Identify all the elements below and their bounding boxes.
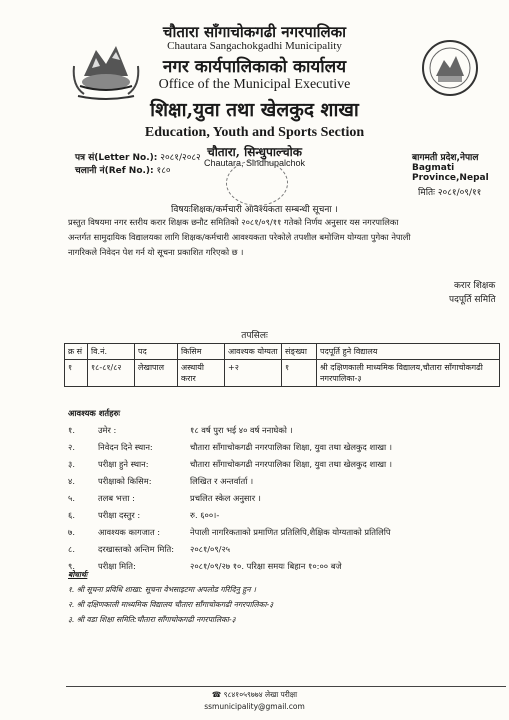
notice-body: प्रस्तुत विषयमा नगर स्तरीय करार शिक्षक छनौट समितिको २०८१/०९/११ गतेको निर्णय अनुसार यस नगरपालिका अन्तर्गत सामुदायिक विद्यालयका लागि शिक्षक/कर्मचारी आवश्यकता परेकोले तपशील बमोजिम योग्यता पुगेका नेपाली नागरिकले निवेदन पेश गर्न यो सूचना प्रकाशित गरिएको छ । (68, 217, 411, 257)
col-qualification: आवश्यक योग्यता (225, 344, 282, 360)
office-stamp (226, 160, 288, 206)
cell-type: अस्थायी करार (178, 360, 225, 387)
table-header-row (65, 344, 500, 360)
footer-email: ssmunicipality@gmail.com (204, 702, 305, 711)
condition-value: रु. ६००।- (190, 510, 220, 520)
condition-item: ५. (68, 493, 75, 503)
condition-value: प्रचलित स्केल अनुसार । (190, 493, 261, 503)
condition-item: १. (68, 425, 75, 435)
condition-item: ८. (68, 544, 75, 554)
place-english: Chautara, Sindhupalchok (203, 158, 306, 168)
section-name-nepali: शिक्षा,युवा तथा खेलकुद शाखा (150, 99, 359, 121)
letter-number: पत्र सं(Letter No.): २०८१/२०८२ (75, 153, 201, 163)
condition-label: तलब भत्ता : (98, 493, 135, 503)
condition-value: चौतारा साँगाचोकगढी नगरपालिका शिक्षा, युवा तथा खेलकुद शाखा । (190, 442, 392, 452)
condition-label: उमेर : (98, 425, 117, 435)
col-type: किसिम (178, 344, 225, 360)
details-table (64, 343, 500, 387)
bodharth-heading: बोधार्थः (68, 570, 88, 579)
cell-school: श्री दक्षिणकाली माध्यमिक विद्यालय,चौतारा साँगाचोकगढी नगरपालिका-३ (317, 360, 500, 387)
condition-value: लिखित र अन्तर्वार्ता । (190, 476, 254, 486)
condition-item: ६. (68, 510, 75, 520)
municipality-name-english: Chautara Sangachokgadhi Municipality (167, 40, 342, 52)
col-adv-no: वि.नं. (88, 344, 135, 360)
col-sn: क्र सं (65, 344, 88, 360)
condition-value: २०८१/०९/२७ १०. परिक्षा समयः बिहान १०:०० बजे (190, 561, 342, 571)
office-name-nepali: नगर कार्यपालिकाको कार्यालय (162, 57, 347, 77)
condition-value: २०८१/०९/२५ (190, 544, 231, 554)
condition-label: परीक्षाको किसिम: (98, 476, 152, 486)
notice-date: मितिः २०८१/०९/११ (418, 188, 482, 198)
condition-value: चौतारा साँगाचोकगढी नगरपालिका शिक्षा, युवा तथा खेलकुद शाखा । (190, 459, 392, 469)
province-english: Bagmati Province,Nepal (412, 163, 489, 183)
signatory-title: करार शिक्षक (454, 281, 496, 291)
col-school: पदपूर्ति हुने विद्यालय (317, 344, 500, 360)
cell-count: १ (282, 360, 317, 387)
condition-item: ४. (68, 476, 75, 486)
ref-number: चलानी नं(Ref No.): १८० (75, 166, 171, 176)
table-row (65, 360, 500, 387)
condition-label: परीक्षा मिति: (98, 561, 136, 571)
details-heading: तपसिलः (241, 331, 268, 341)
footer-divider (66, 686, 506, 687)
section-name-english: Education, Youth and Sports Section (144, 125, 365, 140)
col-count: संङ्ख्या (282, 344, 317, 360)
condition-value: नेपाली नागरिकताको प्रमाणित प्रतिलिपि,शैक्षिक योग्यताको प्रतिलिपि (190, 527, 391, 537)
condition-value: १८ वर्ष पुरा भई ४० वर्ष ननाघेको । (190, 425, 293, 435)
province-nepali: बागमती प्रदेश,नेपाल (412, 153, 479, 163)
condition-label: परीक्षा दस्तुर : (98, 510, 141, 520)
cell-adv-no: १८-८१/८२ (88, 360, 135, 387)
condition-item: ७. (68, 527, 75, 537)
condition-label: परीक्षा हुने स्थान: (98, 459, 149, 469)
municipality-name-nepali: चौतारा साँगाचोकगढी नगरपालिका (162, 23, 347, 41)
place-nepali: चौतारा, सिन्धुपाल्चोक (207, 145, 302, 159)
cell-qualification: +२ (225, 360, 282, 387)
condition-item: ९. (68, 561, 75, 571)
bodharth-item: ३. श्री वडा शिक्षा समिति:चौतारा साँगाचोकगढी नगरपालिका-३ (68, 615, 236, 624)
cell-sn: १ (65, 360, 88, 387)
condition-label: निवेदन दिने स्थान: (98, 442, 153, 452)
office-name-english: Office of the Municipal Executive (158, 77, 351, 92)
footer-phone: ☎ ९८४१०५९७७४ लेखा परीक्षा (211, 690, 298, 699)
bodharth-item: २. श्री दक्षिणकाली माध्यमिक विद्यालय चौतारा साँगाचोकगढी नगरपालिका-३ (68, 600, 274, 609)
condition-item: २. (68, 442, 75, 452)
cell-post: लेखापाल (135, 360, 178, 387)
notice-subject: विषयःशिक्षक/कर्मचारी आवश्यकता सम्बन्धी सूचना । (171, 205, 338, 215)
col-post: पद (135, 344, 178, 360)
condition-item: ३. (68, 459, 75, 469)
conditions-heading: आवश्यक शर्तहरुः (68, 408, 121, 418)
condition-label: आवश्यक कागजात : (98, 527, 161, 537)
conditions-list (68, 425, 508, 575)
bodharth-item: १. श्री सूचना प्रविधि शाखा: सूचना वेभसाइटमा अपलोड गरिदिनु हुन । (68, 585, 256, 594)
signatory-committee: पदपूर्ति समिति (449, 295, 496, 305)
condition-label: दरखास्तको अन्तिम मिति: (98, 544, 175, 554)
